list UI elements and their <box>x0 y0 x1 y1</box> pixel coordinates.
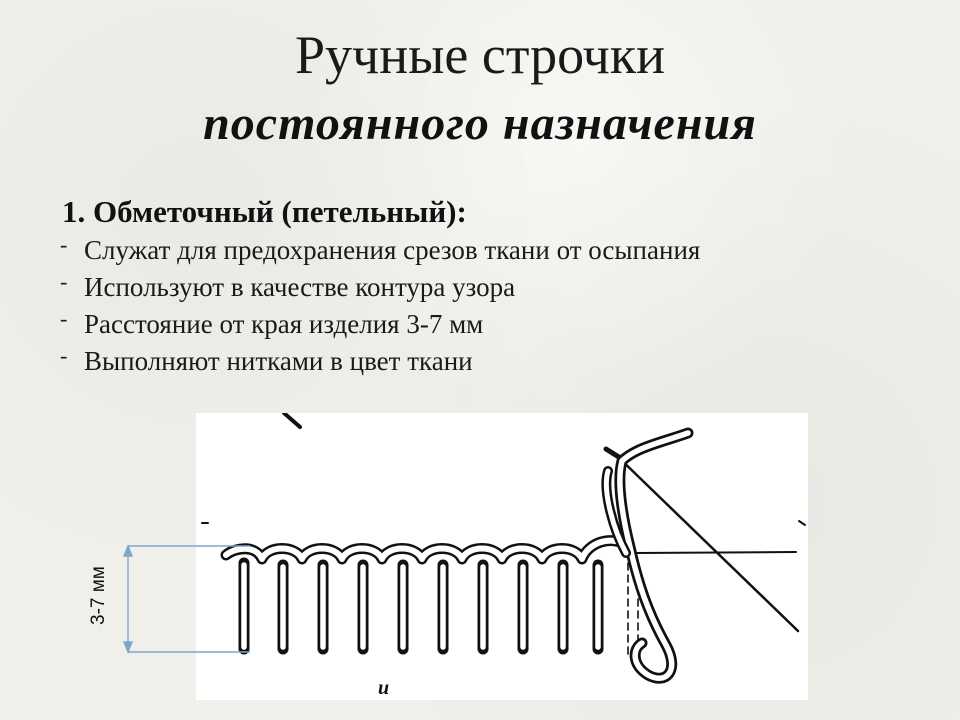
section-heading: 1. Обметочный (петельный): <box>62 194 467 229</box>
bullet-text: Выполняют нитками в цвет ткани <box>84 346 473 376</box>
figure-bottom-fragment: и <box>378 677 390 699</box>
bullet-dash: - <box>60 343 68 368</box>
bullet-item <box>60 343 700 380</box>
bullet-text: Расстояние от края изделия 3-7 мм <box>84 309 484 339</box>
bullet-dash: - <box>60 269 68 294</box>
bullet-text: Используют в качестве контура узора <box>84 272 516 302</box>
bullet-dash: - <box>60 306 68 331</box>
bullet-text: Служат для предохранения срезов ткани от осыпания <box>84 235 701 265</box>
bullet-item <box>60 306 700 343</box>
bullet-item <box>60 269 700 306</box>
bullet-list <box>60 232 700 380</box>
stitch-illustration <box>196 413 808 700</box>
dimension-label: 3-7 мм <box>88 566 109 625</box>
slide-title-line-1: Ручные строчки <box>295 25 665 85</box>
blanket-stitch-drawing <box>196 413 808 700</box>
bullet-item <box>60 232 700 269</box>
slide-title-line-2: постоянного назначения <box>203 97 757 150</box>
bullet-dash: - <box>60 232 68 257</box>
